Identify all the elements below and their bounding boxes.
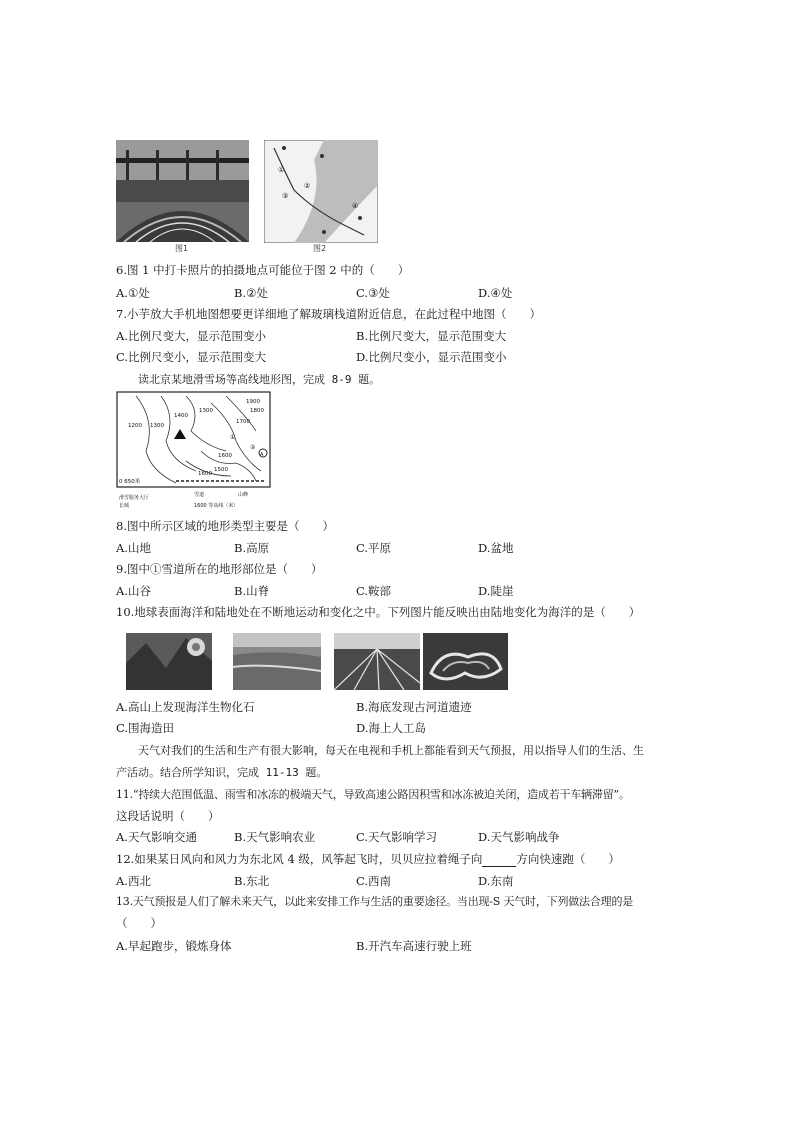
map-scale: 0 650米	[119, 479, 141, 485]
contour-label-1600-b: 1600	[198, 471, 212, 477]
q10-photo-a	[126, 633, 212, 690]
q12-option-a[interactable]: A.西北	[116, 874, 151, 888]
q8-option-a[interactable]: A.山地	[116, 541, 151, 555]
q11-stem-line1: 11.“持续大范围低温、雨雪和冰冻的极端天气，导致高速公路因积雪和冰冻被迫关闭，造成若干车辆滞留”。	[116, 788, 630, 801]
contour-label-1200: 1200	[128, 423, 142, 429]
q12-stem-part2: 方向快速跑（ ）	[516, 852, 620, 866]
contour-label-1400: 1400	[174, 413, 188, 419]
q6-stem: 6.图 1 中打卡照片的拍摄地点可能位于图 2 中的（ ）	[116, 263, 410, 277]
q6-option-d[interactable]: D.④处	[478, 286, 513, 300]
figure-1-bridge-photo	[116, 140, 249, 242]
q11-option-d[interactable]: D.天气影响战争	[478, 830, 560, 844]
q9-option-d[interactable]: D.陡崖	[478, 584, 514, 598]
legend-ski-lodge: 滑雪服务大厅	[119, 495, 150, 501]
q7-option-c[interactable]: C.比例尺变小，显示范围变大	[116, 350, 267, 364]
map-label-1: ①	[278, 166, 285, 174]
q13-stem-line2: （ ）	[116, 916, 162, 930]
figure-1-caption: 图1	[175, 244, 189, 253]
q10-stem: 10.地球表面海洋和陆地处在不断地运动和变化之中。下列图片能反映出由陆地变化为海洋的是（ ）	[116, 605, 641, 619]
q12-stem-part1: 12.如果某日风向和风力为东北风 4 级，风筝起飞时，贝贝应拉着绳子向	[116, 852, 483, 866]
q10-option-a[interactable]: A.高山上发现海洋生物化石	[116, 700, 255, 714]
q13-stem-line1: 13.天气预报是人们了解未来天气，以此来安排工作与生活的重要途径。当出现-S 天气时，下列做法合理的是	[116, 895, 634, 908]
legend-peak: 山峰	[238, 492, 249, 498]
q10-photo-b	[233, 633, 321, 690]
q9-option-b[interactable]: B.山脊	[234, 584, 270, 598]
point-label-a: A	[260, 452, 264, 458]
intro-8-9: 读北京某地滑雪场等高线地形图，完成 8-9 题。	[138, 373, 381, 386]
legend-ski-run: 雪道	[194, 492, 205, 498]
intro-11-13-line2: 产活动。结合所学知识，完成 11-13 题。	[116, 766, 328, 779]
q11-option-b[interactable]: B.天气影响农业	[234, 830, 316, 844]
q13-option-a[interactable]: A.早起跑步，锻炼身体	[116, 939, 232, 953]
q12-stem	[116, 851, 620, 867]
q12-answer-blank[interactable]	[482, 855, 516, 867]
point-label-1: ①	[230, 434, 236, 441]
bridge-photo-image	[116, 140, 249, 242]
q11-option-c[interactable]: C.天气影响学习	[356, 830, 438, 844]
q6-option-b[interactable]: B.②处	[234, 286, 268, 300]
contour-label-1900: 1900	[246, 399, 260, 405]
contour-label-1700: 1700	[236, 419, 250, 425]
figure-2-caption: 图2	[313, 244, 327, 253]
q6-option-c[interactable]: C.③处	[356, 286, 390, 300]
q12-option-b[interactable]: B.东北	[234, 874, 270, 888]
q7-option-a[interactable]: A.比例尺变大，显示范围变小	[116, 329, 266, 343]
q10-photo-c	[334, 633, 420, 690]
q6-option-a[interactable]: A.①处	[116, 286, 150, 300]
contour-label-1300-a: 1300	[150, 423, 164, 429]
contour-map	[116, 391, 271, 511]
q8-option-b[interactable]: B.高原	[234, 541, 270, 555]
contour-label-1500: 1500	[214, 467, 228, 473]
q10-option-c[interactable]: C.围海造田	[116, 721, 175, 735]
q7-option-b[interactable]: B.比例尺变大，显示范围变大	[356, 329, 507, 343]
legend-contour: 1600 等高线（米）	[194, 503, 239, 509]
figure-2-location-map	[264, 140, 378, 243]
q10-photo-d	[423, 633, 508, 690]
q10-option-d[interactable]: D.海上人工岛	[356, 721, 426, 735]
contour-label-1600-a: 1600	[218, 453, 232, 459]
q8-stem: 8.图中所示区域的地形类型主要是（ ）	[116, 519, 334, 533]
q8-option-c[interactable]: C.平原	[356, 541, 392, 555]
q10-option-b[interactable]: B.海底发现古河道遗迹	[356, 700, 472, 714]
map-label-4: ④	[352, 202, 359, 210]
q8-option-d[interactable]: D.盆地	[478, 541, 514, 555]
q7-option-d[interactable]: D.比例尺变小，显示范围变小	[356, 350, 507, 364]
q11-option-a[interactable]: A.天气影响交通	[116, 830, 197, 844]
point-label-2: ②	[250, 444, 256, 451]
intro-11-13-line1: 天气对我们的生活和生产有很大影响，每天在电视和手机上都能看到天气预报，用以指导人们的生活、生	[138, 744, 644, 757]
q12-option-c[interactable]: C.西南	[356, 874, 392, 888]
q9-option-a[interactable]: A.山谷	[116, 584, 151, 598]
q9-stem: 9.图中①雪道所在的地形部位是（ ）	[116, 562, 323, 576]
contour-label-1800: 1800	[250, 408, 264, 414]
map-label-2: ②	[304, 182, 311, 190]
contour-label-1300-b: 1300	[199, 408, 213, 414]
q12-option-d[interactable]: D.东南	[478, 874, 514, 888]
q13-option-b[interactable]: B.开汽车高速行驶上班	[356, 939, 472, 953]
q7-stem: 7.小芋放大手机地图想要更详细地了解玻璃栈道附近信息，在此过程中地图（ ）	[116, 307, 541, 321]
map-label-3: ③	[282, 192, 289, 200]
legend-great-wall: 长城	[119, 503, 130, 509]
q9-option-c[interactable]: C.鞍部	[356, 584, 392, 598]
q11-stem-line2: 这段话说明（ ）	[116, 809, 220, 823]
